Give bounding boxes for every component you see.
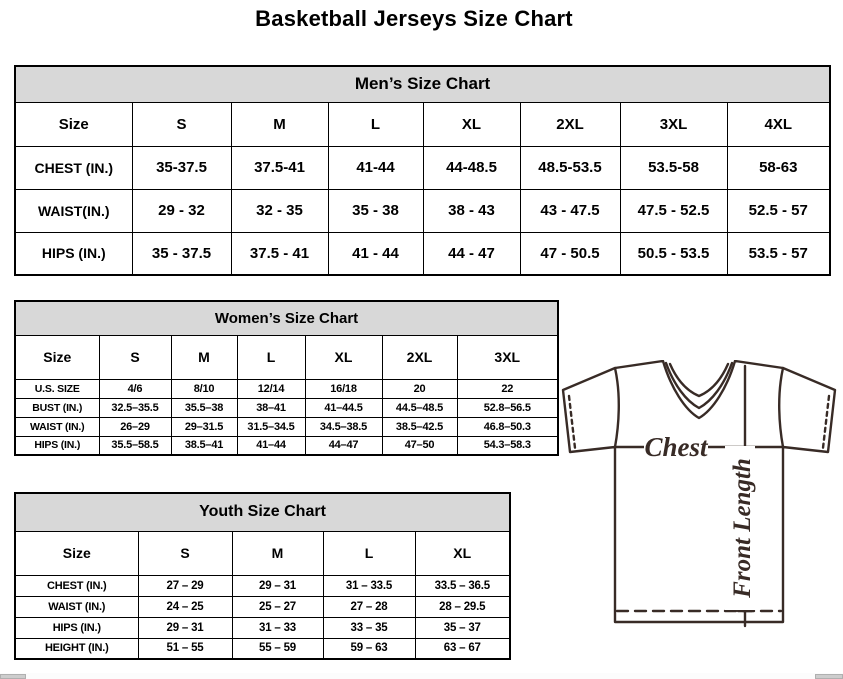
cell-value: 32.5–35.5: [99, 398, 171, 417]
cell-value: 59 – 63: [323, 638, 415, 659]
column-header: 3XL: [457, 335, 558, 379]
cell-value: 38–41: [237, 398, 305, 417]
cell-value: 47–50: [382, 436, 457, 455]
table-row: [15, 379, 558, 398]
cell-value: 54.3–58.3: [457, 436, 558, 455]
cell-value: 31 – 33: [232, 617, 323, 638]
cell-value: 53.5 - 57: [727, 232, 830, 275]
youth-size-chart-table: [14, 492, 511, 660]
column-header: L: [323, 531, 415, 575]
row-label: CHEST (IN.): [15, 575, 138, 596]
column-header: XL: [415, 531, 510, 575]
cell-value: 53.5-58: [620, 146, 727, 189]
cell-value: 41 - 44: [328, 232, 423, 275]
scrollbar-left-piece[interactable]: [0, 674, 26, 679]
column-header: XL: [305, 335, 382, 379]
right-cuff-dashed-line: [823, 396, 829, 448]
row-label: WAIST(IN.): [15, 189, 132, 232]
row-label: HIPS (IN.): [15, 617, 138, 638]
cell-value: 43 - 47.5: [520, 189, 620, 232]
cell-value: 47 - 50.5: [520, 232, 620, 275]
cell-value: 41-44: [328, 146, 423, 189]
jersey-measurement-diagram: [553, 360, 843, 666]
cell-value: 12/14: [237, 379, 305, 398]
column-header: Size: [15, 531, 138, 575]
scrollbar-right-piece[interactable]: [815, 674, 843, 679]
cell-value: 51 – 55: [138, 638, 232, 659]
row-label: WAIST (IN.): [15, 417, 99, 436]
table-row: [15, 232, 830, 275]
front-length-label-group: [725, 446, 756, 610]
cell-value: 29–31.5: [171, 417, 237, 436]
cell-value: 16/18: [305, 379, 382, 398]
cell-value: 50.5 - 53.5: [620, 232, 727, 275]
row-label: BUST (IN.): [15, 398, 99, 417]
cell-value: 55 – 59: [232, 638, 323, 659]
cell-value: 25 – 27: [232, 596, 323, 617]
column-header-row: [15, 531, 510, 575]
cell-value: 20: [382, 379, 457, 398]
column-header: 3XL: [620, 102, 727, 146]
table-row: [15, 398, 558, 417]
cell-value: 32 - 35: [231, 189, 328, 232]
table-title-row: [15, 493, 510, 531]
table-row: [15, 189, 830, 232]
table-title-row: [15, 301, 558, 335]
column-header-row: [15, 102, 830, 146]
cell-value: 35.5–38: [171, 398, 237, 417]
cell-value: 27 – 28: [323, 596, 415, 617]
table-title-row: [15, 66, 830, 102]
womens-size-chart-table: [14, 300, 559, 456]
cell-value: 44-48.5: [423, 146, 520, 189]
cell-value: 24 – 25: [138, 596, 232, 617]
row-label: WAIST (IN.): [15, 596, 138, 617]
right-sleeve-seam: [779, 368, 783, 447]
cell-value: 27 – 29: [138, 575, 232, 596]
cell-value: 38.5–42.5: [382, 417, 457, 436]
chest-label: Chest: [644, 432, 708, 462]
cell-value: 34.5–38.5: [305, 417, 382, 436]
cell-value: 37.5-41: [231, 146, 328, 189]
cell-value: 29 – 31: [232, 575, 323, 596]
page-title: Basketball Jerseys Size Chart: [255, 6, 573, 31]
table-row: [15, 436, 558, 455]
column-header: Size: [15, 335, 99, 379]
horizontal-scrollbar[interactable]: [0, 673, 843, 679]
cell-value: 47.5 - 52.5: [620, 189, 727, 232]
row-label: HIPS (IN.): [15, 232, 132, 275]
front-length-label: Front Length: [729, 458, 756, 598]
cell-value: 48.5-53.5: [520, 146, 620, 189]
column-header: 2XL: [382, 335, 457, 379]
cell-value: 33 – 35: [323, 617, 415, 638]
cell-value: 31 – 33.5: [323, 575, 415, 596]
cell-value: 35.5–58.5: [99, 436, 171, 455]
table-row: [15, 575, 510, 596]
cell-value: 22: [457, 379, 558, 398]
mens-size-chart-table: [14, 65, 831, 276]
collar-inner-line-2: [670, 364, 728, 396]
cell-value: 41–44.5: [305, 398, 382, 417]
cell-value: 38.5–41: [171, 436, 237, 455]
cell-value: 28 – 29.5: [415, 596, 510, 617]
row-label: HIPS (IN.): [15, 436, 99, 455]
column-header: XL: [423, 102, 520, 146]
cell-value: 44 - 47: [423, 232, 520, 275]
table-row: [15, 638, 510, 659]
cell-value: 52.8–56.5: [457, 398, 558, 417]
table-title: Women’s Size Chart: [15, 301, 558, 335]
cell-value: 38 - 43: [423, 189, 520, 232]
column-header: S: [132, 102, 231, 146]
cell-value: 44.5–48.5: [382, 398, 457, 417]
cell-value: 8/10: [171, 379, 237, 398]
cell-value: 63 – 67: [415, 638, 510, 659]
row-label: U.S. SIZE: [15, 379, 99, 398]
column-header: L: [328, 102, 423, 146]
column-header: 2XL: [520, 102, 620, 146]
cell-value: 26–29: [99, 417, 171, 436]
cell-value: 46.8–50.3: [457, 417, 558, 436]
cell-value: 4/6: [99, 379, 171, 398]
jersey-outline: [563, 361, 835, 622]
column-header: M: [171, 335, 237, 379]
row-label: CHEST (IN.): [15, 146, 132, 189]
table-row: [15, 596, 510, 617]
cell-value: 35 - 37.5: [132, 232, 231, 275]
cell-value: 58-63: [727, 146, 830, 189]
cell-value: 31.5–34.5: [237, 417, 305, 436]
column-header: M: [232, 531, 323, 575]
column-header: 4XL: [727, 102, 830, 146]
column-header: L: [237, 335, 305, 379]
column-header: S: [99, 335, 171, 379]
table-row: [15, 417, 558, 436]
table-row: [15, 617, 510, 638]
cell-value: 29 – 31: [138, 617, 232, 638]
row-label: HEIGHT (IN.): [15, 638, 138, 659]
cell-value: 35-37.5: [132, 146, 231, 189]
cell-value: 44–47: [305, 436, 382, 455]
cell-value: 29 - 32: [132, 189, 231, 232]
cell-value: 35 – 37: [415, 617, 510, 638]
column-header-row: [15, 335, 558, 379]
cell-value: 37.5 - 41: [231, 232, 328, 275]
jersey-diagram-svg: [553, 360, 843, 666]
left-cuff-dashed-line: [569, 396, 575, 448]
cell-value: 35 - 38: [328, 189, 423, 232]
cell-value: 41–44: [237, 436, 305, 455]
table-title: Men’s Size Chart: [15, 66, 830, 102]
column-header: Size: [15, 102, 132, 146]
table-title: Youth Size Chart: [15, 493, 510, 531]
column-header: M: [231, 102, 328, 146]
table-row: [15, 146, 830, 189]
cell-value: 52.5 - 57: [727, 189, 830, 232]
left-sleeve-seam: [615, 368, 619, 447]
collar-inner-line: [666, 363, 732, 408]
cell-value: 33.5 – 36.5: [415, 575, 510, 596]
column-header: S: [138, 531, 232, 575]
